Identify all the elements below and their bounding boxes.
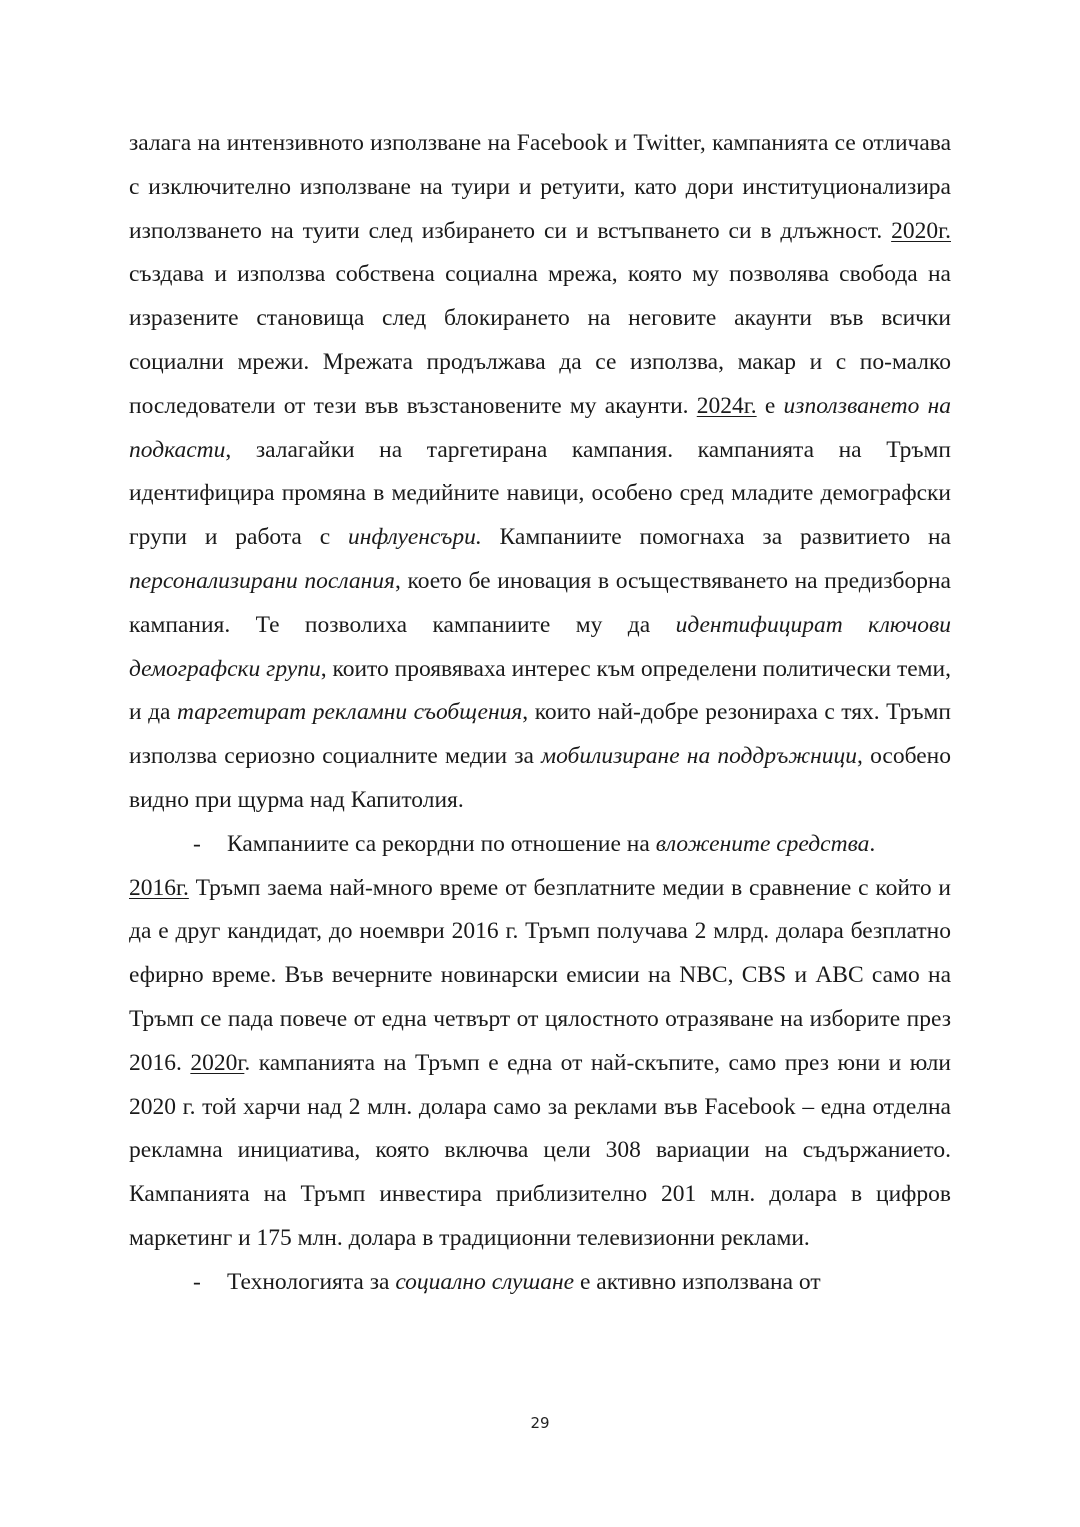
year-2020-underlined: 2020г. <box>891 217 951 244</box>
text-run: Тръмп заема най-много време от безплатните медии в сравнение с който и да е друг кандидат, до ноември 2016 г. Тръмп получава 2 млрд. долара безплатно ефирно време. Във вечерните новинарски емисии на NBC, CBS и ABC само на Тръмп се пада повече от една четвърт от цялостното отразяване на изборите през 2016. <box>129 874 951 1076</box>
bullet-dash: - <box>193 830 201 857</box>
text-run: . <box>869 830 876 857</box>
italic-phrase: използването на подкасти <box>129 392 951 463</box>
text-run: , особено видно при щурма над Капитолия. <box>129 743 951 813</box>
text-run: Кампаниите помогнаха за развитието на <box>481 524 951 551</box>
text-run: , което бе иновация в осъществяването на предизборна кампания. Те позволиха кампаниите му да <box>129 567 951 638</box>
body-paragraph <box>129 122 951 823</box>
italic-phrase: персонализирани послания <box>129 567 395 594</box>
bullet-item <box>129 823 951 867</box>
text-run: Кампаниите са рекордни по отношение на <box>227 830 656 857</box>
italic-phrase: инфлуенсъри. <box>348 524 482 551</box>
year-2020-underlined: 2020г <box>190 1049 245 1076</box>
text-run: Технологията за <box>227 1268 396 1295</box>
bullet-dash: - <box>193 1268 201 1295</box>
bullet-item <box>129 1261 951 1305</box>
text-run: . кампанията на Тръмп е една от най-скъпите, само през юни и юли 2020 г. той харчи над 2 млн. долара само за реклами във Facebook – една отделна рекламна инициатива, която включва цели 308 вариации на съдържанието. Кампанията на Тръмп инвестира приблизително 201 млн. долара в цифров маркетинг и 175 млн. долара в традиционни телевизионни реклами. <box>129 1049 951 1251</box>
italic-phrase: таргетират рекламни съобщения <box>177 699 523 726</box>
text-run: залага на интензивното използване на Facebook и Twitter, кампанията се отличава с изключително използване на туири и ретуити, като дори институционализира използването на туити след избирането си и встъпването си в длъжност. <box>129 130 951 244</box>
text-run: е активно използвана от <box>574 1268 821 1295</box>
text-run: , които най-добре резонираха с тях. Тръмп използва сериозно социалните медии за <box>129 699 951 770</box>
year-2016-underlined: 2016г. <box>129 874 189 901</box>
italic-phrase: идентифицират ключови демографски групи <box>129 611 951 682</box>
body-paragraph <box>129 867 951 1261</box>
text-run: , залагайки на таргетирана кампания. кампанията на Тръмп идентифицира промяна в медийните навици, особено сред младите демографски групи и работа с <box>129 436 951 551</box>
italic-phrase: мобилизиране на поддръжници <box>541 743 858 770</box>
document-body <box>129 122 951 1305</box>
text-run: , които проявяваха интерес към определени политически теми, и да <box>129 655 951 726</box>
year-2024-underlined: 2024г. <box>696 392 757 419</box>
text-run: създава и използва собствена социална мрежа, която му позволява свобода на изразените становища след блокирането на неговите акаунти във всички социални мрежи. Мрежата продължава да се използва, макар и с по-малко последователи от тези във възстановените му акаунти. <box>129 261 951 419</box>
italic-phrase: вложените средства <box>655 830 870 857</box>
page-number: 29 <box>530 1414 550 1432</box>
italic-phrase: социално слушане <box>395 1268 575 1295</box>
text-run: е <box>756 392 784 419</box>
